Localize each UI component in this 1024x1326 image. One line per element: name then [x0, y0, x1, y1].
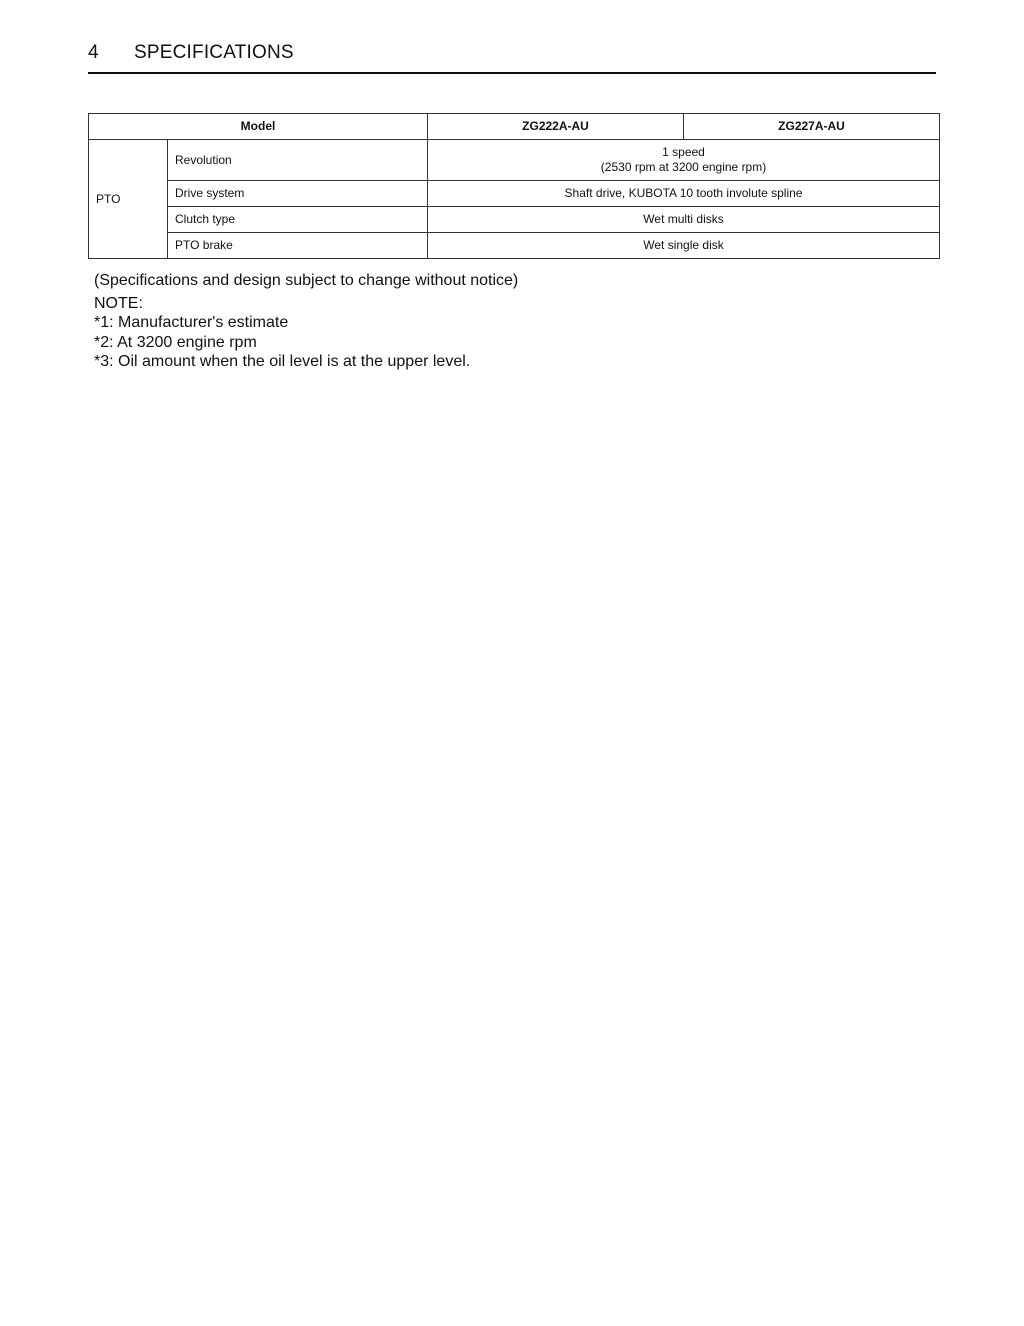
table-row [89, 140, 940, 181]
model-column-header: ZG222A-AU [428, 114, 684, 140]
value-line: 1 speed [662, 145, 705, 159]
row-label-cell: PTO brake [168, 233, 428, 259]
row-label-cell: Drive system [168, 181, 428, 207]
page-header [88, 42, 936, 74]
row-value-cell: Wet single disk [428, 233, 940, 259]
specifications-table [88, 113, 940, 259]
row-value-cell: Shaft drive, KUBOTA 10 tooth involute spline [428, 181, 940, 207]
page-title: SPECIFICATIONS [134, 42, 294, 63]
table-row [89, 233, 940, 259]
table-row [89, 181, 940, 207]
row-value-cell [428, 140, 940, 181]
notes-section [94, 271, 518, 372]
disclaimer-text: (Specifications and design subject to change without notice) [94, 272, 519, 289]
page-number: 4 [88, 42, 99, 63]
table-header-row [89, 114, 940, 140]
note-item: *1: Manufacturer's estimate [94, 314, 289, 331]
value-line: (2530 rpm at 3200 engine rpm) [600, 160, 767, 174]
note-item: *3: Oil amount when the oil level is at the upper level. [94, 353, 471, 370]
note-item: *2: At 3200 engine rpm [94, 333, 257, 351]
model-header-cell: Model [89, 114, 428, 140]
table-row [89, 207, 940, 233]
row-value-cell: Wet multi disks [428, 207, 940, 233]
note-heading: NOTE: [94, 294, 143, 312]
group-label-cell: PTO [89, 140, 168, 259]
row-label-cell: Revolution [168, 140, 428, 181]
model-column-header: ZG227A-AU [684, 114, 940, 140]
row-label-cell: Clutch type [168, 207, 428, 233]
